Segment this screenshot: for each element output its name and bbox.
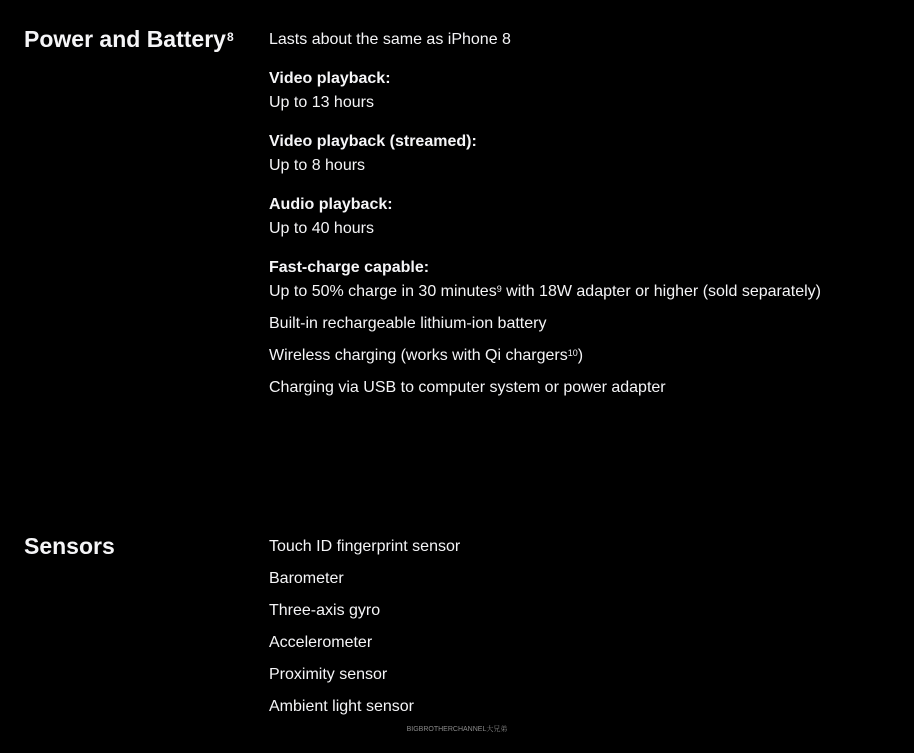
sensors-title: Sensors <box>24 533 115 559</box>
fast-charge-value-text-end: with 18W adapter or higher (sold separately) <box>501 283 821 300</box>
video-playback-value: Up to 13 hours <box>269 94 374 111</box>
audio-playback-value: Up to 40 hours <box>269 220 374 237</box>
channel-watermark: BIGBROTHERCHANNEL大兄弟 <box>406 726 508 733</box>
sensor-item-gyro: Three-axis gyro <box>269 602 381 619</box>
audio-playback-spec <box>269 193 899 241</box>
video-playback-spec <box>269 67 899 115</box>
audio-playback-label: Audio playback: <box>269 196 393 213</box>
fast-charge-spec <box>269 256 899 304</box>
wireless-charging-text: Wireless charging (works with Qi chargers <box>269 347 568 364</box>
sensor-item-accelerometer: Accelerometer <box>269 634 373 651</box>
fast-charge-label: Fast-charge capable: <box>269 259 430 276</box>
wireless-charging-text-end: ) <box>577 347 584 364</box>
video-streamed-spec <box>269 130 899 178</box>
sensor-item-ambient-light: Ambient light sensor <box>269 698 414 715</box>
battery-summary: Lasts about the same as iPhone 8 <box>269 31 511 48</box>
fast-charge-value-text: Up to 50% charge in 30 minutes <box>269 283 497 300</box>
sensors-spec-list <box>269 535 899 719</box>
usb-charging: Charging via USB to computer system or power adapter <box>269 379 666 396</box>
power-battery-title <box>24 25 234 53</box>
sensor-item-proximity: Proximity sensor <box>269 666 388 683</box>
sensor-item-barometer: Barometer <box>269 570 344 587</box>
video-streamed-value: Up to 8 hours <box>269 157 366 174</box>
battery-type: Built-in rechargeable lithium-ion battery <box>269 315 547 332</box>
footnote-10[interactable]: 10 <box>567 348 578 358</box>
video-playback-label: Video playback: <box>269 70 391 87</box>
power-battery-title-text: Power and Battery <box>24 26 226 52</box>
power-battery-spec-list <box>269 28 899 400</box>
footnote-8[interactable]: 8 <box>226 30 234 44</box>
fast-charge-value <box>269 280 899 304</box>
footnote-9[interactable]: 9 <box>496 284 502 294</box>
wireless-charging <box>269 344 899 368</box>
video-streamed-label: Video playback (streamed): <box>269 133 477 150</box>
sensor-item-touch-id: Touch ID fingerprint sensor <box>269 538 461 555</box>
